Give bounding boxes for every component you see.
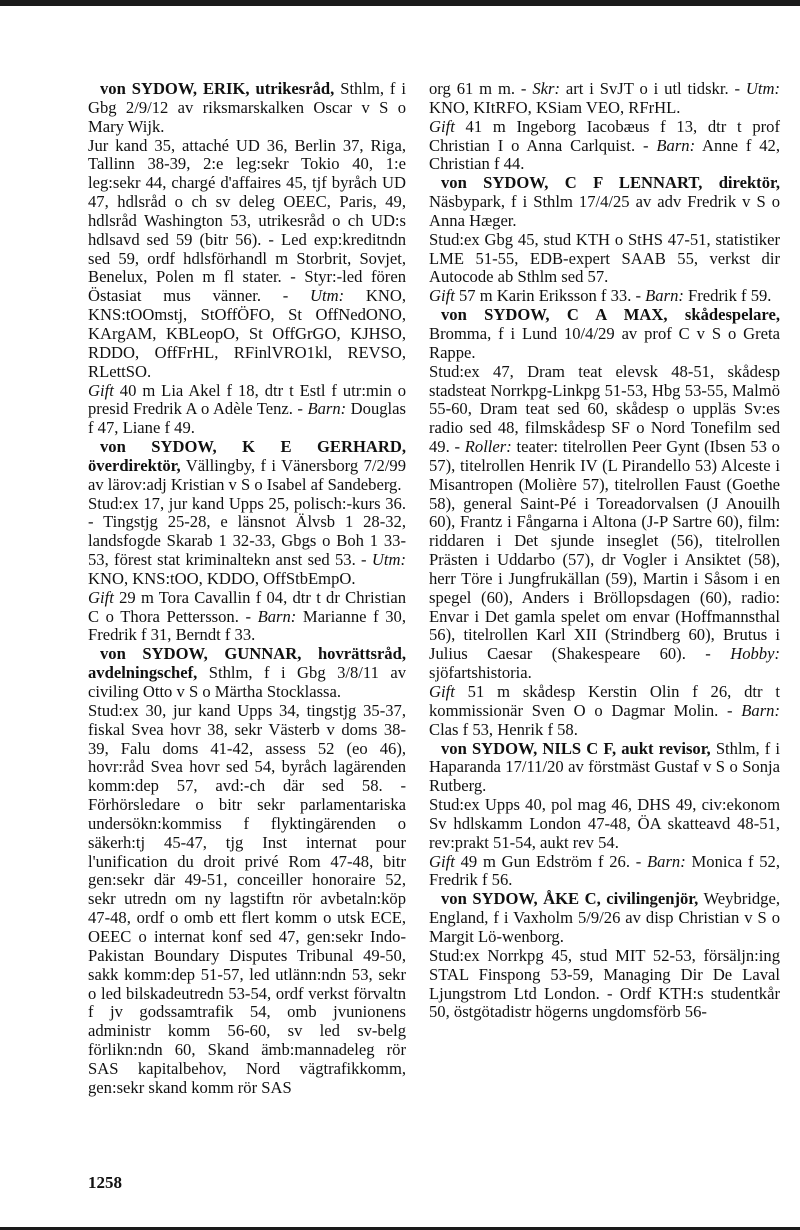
entry-text: Jur kand 35, attaché UD 36, Berlin 37, Riga, Tallinn 38-39, 2:e leg:sekr Tokio 40, 1:e leg:sekr 44, chargé d'affaires 45, tjf byråch UD 47, hdlsråd o ch sv deleg OEEC, Paris, 49, hdlsråd Washington 53, utrikesråd o ch UD:s hdlsavd sed 59 (bitr 56). - Led exp:kreditndn sed 59, ordf hdlsförhandl m Storbrit, Sovjet, Benelux, Polen m fl stater. - Styr:-led fören Östasiat mus vänner. -: [88, 135, 406, 306]
entry-text: Weybridge, England, f i Vaxholm 5/9/26 av disp Christian v S o Margit Lö-wenborg.: [429, 889, 780, 946]
section-label: Gift: [88, 380, 114, 400]
entry-lennart-sydow: [429, 174, 780, 231]
entry-text: Näsbypark, f i Sthlm 17/4/25 av adv Fredrik v S o Anna Hæger.: [429, 192, 780, 230]
entry-text: KNO, KItRFO, KSiam VEO, RFrHL.: [429, 97, 681, 117]
career-paragraph: [429, 947, 780, 1022]
career-paragraph: [88, 137, 406, 382]
family-paragraph: [429, 118, 780, 175]
entry-text: 40 m Lia Akel f 18, dtr t Estl f utr:min o presid Fredrik A o Adèle Tenz. -: [88, 380, 406, 419]
entry-text: Sthlm, f i Haparanda 17/11/20 av förstmäst Gustaf v S o Sonja Rutberg.: [429, 738, 780, 796]
entry-ake-sydow: [429, 890, 780, 947]
entry-text: org 61 m m. -: [429, 79, 533, 98]
family-paragraph: [429, 683, 780, 740]
entry-text: sjöfartshistoria.: [429, 663, 532, 683]
entry-text: 49 m Gun Edström f 26. -: [454, 851, 648, 871]
entry-text: Douglas f 47, Liane f 49.: [88, 399, 406, 438]
entry-text: Stud:ex Norrkpg 45, stud MIT 52-53, försäljn:ing STAL Finspong 53-59, Managing Dir De Laval Ljungstrom Ltd London. - Ordf KTH:s studentkår 50, östgötadistr högerns ungdomsförb 56-: [429, 945, 780, 1022]
entry-text: Clas f 53, Henrik f 58.: [429, 719, 578, 739]
entry-text: Bromma, f i Lund 10/4/29 av prof C v S o Greta Rappe.: [429, 323, 780, 362]
entry-text: 51 m skådesp Kerstin Olin f 26, dtr t kommissionär Sven O o Dagmar Molin. -: [429, 682, 780, 720]
entry-heading: von SYDOW, K E GERHARD, överdirektör,: [88, 437, 406, 475]
entry-text: Stud:ex Upps 40, pol mag 46, DHS 49, civ:ekonom Sv hdlskamm London 47-48, ÖA skatteavd 48-51, rev:prakt 51-54, aukt rev 54.: [429, 795, 780, 852]
entry-gunnar-sydow: [88, 645, 406, 702]
section-label: Utm:: [371, 550, 406, 570]
entry-text: 57 m Karin Eriksson f 33. -: [454, 286, 646, 306]
entry-heading: von SYDOW, ÅKE C, civilingenjör,: [441, 889, 699, 909]
entry-heading: von SYDOW, C A MAX, skådespelare,: [441, 305, 780, 325]
section-label: Gift: [429, 682, 455, 701]
family-paragraph: [88, 382, 406, 439]
left-column: [88, 80, 406, 1098]
entry-max-sydow: [429, 306, 780, 363]
section-label: Barn:: [257, 606, 297, 626]
entry-text: teater: titelrollen Peer Gynt (Ibsen 53 o 57), titelrollen Henrik IV (L Pirandello 53) Alceste i Misantropen (Molière 57), titelrollen Faust (Goethe 58), general Saint-Pé i Toreadorvalsen (J Anouilh 60), Frantz i Fångarna i Altona (J-P Sartre 60), film: riddaren i Det sjunde inseglet (56), titelrollen Prästen i Uddarbo (57), dr Vogler i Ansiktet (58), herr Töre i Jungfrukällan (59), Martin i Såsom i en spegel (60), Anders i Bröllopsdagen (60), radio: Envar i Det gamla spelet om envar (Hoffmannsthal 56), titelrollen Karl XII (Strindberg 60), Brutus i Julius Caesar (Shakespeare 60). -: [429, 437, 780, 664]
section-label: Barn:: [656, 135, 696, 155]
entry-text: art i SvJT o i utl tidskr. -: [560, 79, 746, 98]
section-label: Hobby:: [730, 644, 780, 664]
entry-text: Stud:ex Gbg 45, stud KTH o StHS 47-51, statistiker LME 51-55, EDB-expert SAAB 55, verkst dir Autocode ab Sthlm sed 57.: [429, 229, 780, 287]
section-label: Skr:: [532, 79, 560, 98]
entry-gerhard-sydow: [88, 438, 406, 495]
entry-erik-sydow: [88, 80, 406, 137]
section-label: Gift: [88, 587, 114, 607]
page-number: 1258: [88, 1173, 122, 1192]
entry-text: Vällingby, f i Vänersborg 7/2/99 av lärov:adj Kristian v S o Isabel af Sandeberg.: [88, 455, 406, 494]
entry-text: KNO, KNS:tOO, KDDO, OffStbEmpO.: [88, 568, 356, 588]
entry-heading: von SYDOW, NILS C F, aukt revisor,: [441, 738, 711, 758]
entry-text: Stud:ex 17, jur kand Upps 25, polisch:-kurs 36. - Tingstjg 25-28, e länsnot Älvsb 1 28-32, landsfogde Skarab 1 32-33, Gbgs o Boh 1 33-53, förest stat kriminaltekn anst sed 53. -: [88, 493, 406, 570]
entry-text: KNO, KNS:tOOmstj, StOffÖFO, St OffNedONO, KArgAM, KBLeopO, St OffGrGO, KJHSO, RDDO, OffFrHL, RFinlVRO1kl, REVSO, RLettSO.: [88, 286, 407, 381]
section-label: Gift: [429, 286, 455, 306]
entry-heading: von SYDOW, ERIK, utrikesråd,: [100, 79, 335, 98]
career-paragraph: [88, 702, 406, 1098]
entry-text: Anne f 42, Christian f 44.: [429, 135, 780, 174]
entry-text: Marianne f 30, Fredrik f 31, Berndt f 33.: [88, 606, 406, 645]
entry-text: Sthlm, f i Gbg 2/9/12 av riksmarskalken Oscar v S o Mary Wijk.: [88, 79, 406, 136]
family-paragraph: [429, 287, 780, 306]
section-label: Barn:: [647, 851, 686, 871]
entry-text: Sthlm, f i Gbg 3/8/11 av civiling Otto v S o Märtha Stocklassa.: [88, 663, 406, 701]
career-paragraph: [429, 231, 780, 288]
section-label: Gift: [429, 851, 455, 871]
entry-heading: von SYDOW, C F LENNART, direktör,: [441, 173, 780, 193]
section-label: Barn:: [645, 286, 684, 306]
section-label: Gift: [429, 116, 455, 136]
career-paragraph: [429, 363, 780, 683]
entry-heading: von SYDOW, GUNNAR, hovrättsråd, avdelningschef,: [88, 644, 406, 683]
career-paragraph: [429, 796, 780, 853]
section-label: Barn:: [741, 700, 780, 720]
entry-text: 41 m Ingeborg Iacobæus f 13, dtr t prof Christian I o Anna Carlquist. -: [429, 116, 780, 155]
entry-text: Fredrik f 59.: [683, 286, 772, 306]
entry-nils-sydow: [429, 740, 780, 797]
continued-paragraph: [429, 80, 780, 118]
top-border-rule: [0, 0, 800, 6]
entry-text: Stud:ex 47, Dram teat elevsk 48-51, skådesp stadsteat Norrkpg-Linkpg 51-53, Hbg 53-55, Malmö 55-60, Dram teat sed 60, skådesp o uppläs Sv:es radio sed 48, filmskådesp SF o Nord Tonefilm sed 49. -: [429, 361, 780, 457]
entry-text: Monica f 52, Fredrik f 56.: [429, 851, 780, 890]
right-column: [429, 80, 780, 1022]
section-label: Barn:: [307, 399, 347, 419]
section-label: Utm:: [310, 286, 345, 306]
section-label: Utm:: [745, 79, 780, 98]
family-paragraph: [88, 589, 406, 646]
entry-text: Stud:ex 30, jur kand Upps 34, tingstjg 35-37, fiskal Svea hovr 38, sekr Västerb v doms 38-39, Falu doms 41-42, assess 52 (eo 46), hovr:råd Svea hovr sed 54, byråch lagärenden komm:dep 57, avd:-ch där sed 58. - Förhörsledare o bitr sekr parlamentariska undersökn:kommiss f flyktingärenden o säkerh:tj 45-47, tjg Inst internat pour l'unification du droit privé Rom 47-48, bitr gen:sekr där 49-51, conceiller honoraire 52, sekr utredn om ny lagstiftn rör avbetaln:köp 47-48, ordf o omb ett flert komm o utsk ECE, OEEC o internat konf sed 47, gen:sekr Indo-Pakistan Boundary Disputes Tribunal 49-50, sakk komm:dep 51-57, led utlänn:ndn 53, sekr o led bilskadeutredn 53-54, ordf verkst förvaltn f jv godssamtrafik 54, omb jvunionens administr komm 56-60, sv led sv-belg förlikn:ndn 60, Skand ämb:mannadeleg rör SAS kapitalbehov, Nord vägtrafikkomm, gen:sekr skand komm rör SAS: [88, 700, 406, 1097]
career-paragraph: [88, 495, 406, 589]
family-paragraph: [429, 853, 780, 891]
entry-text: 29 m Tora Cavallin f 04, dtr t dr Christian C o Thora Pettersson. -: [88, 587, 406, 626]
section-label: Roller:: [464, 437, 512, 457]
